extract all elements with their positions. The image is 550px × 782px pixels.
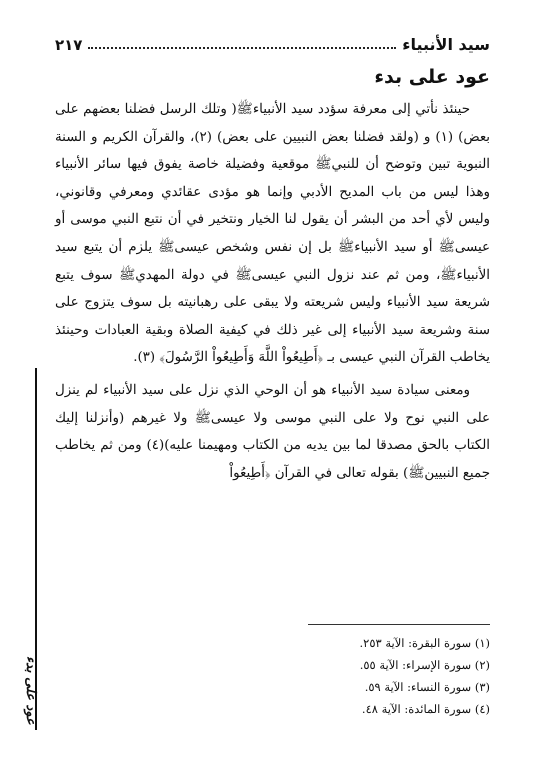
footnote: (٢) سورة الإسراء: الآية ٥٥. [359, 658, 490, 672]
footnote-separator [308, 624, 490, 625]
paragraph: ومعنى سيادة سيد الأنبياء هو أن الوحي الذي نزل على سيد الأنبياء لم ينزل على النبي نوح ولا على النبي موسى ولا عيسىﷺ ولا غيرهم (وأنزلنا إليك الكتاب بالحق مصدقا لما بين يديه من الكتاب ومهيمنا عليه)(٤) ومن ثم يخاطب جميع النبيينﷺ) بقوله تعالى في القرآن ﴿أَطِيعُواْ [55, 382, 490, 481]
body-text [55, 96, 490, 487]
section-title: عود على بدء [374, 66, 490, 88]
paragraph: حينئذ نأتي إلى معرفة سؤدد سيد الأنبياءﷺ( وتلك الرسل فضلنا بعضهم على بعض) (١) و (ولقد فضلنا بعض النبيين على بعض) (٢)، والقرآن الكريم و السنة النبوية تبين وتوضح أن للنبيﷺ موقعية وفضيلة خاصة يفوق فيها سائر الأنبياء وهذا ليس من باب المديح الأدبي وإنما هو مؤدى عقائدي ومعرفي وقانوني، وليس لأي أحد من البشر أن يقول لنا الخيار ونتخير في أن نتبع النبي موسى أو عيسىﷺ أو سيد الأنبياءﷺ بل إن نفس وشخص عيسىﷺ يلزم أن يتبع سيد الأنبياءﷺ، ومن ثم عند نزول النبي عيسىﷺ في دولة المهديﷺ سوف يتبع شريعة سيد الأنبياء وليس شريعته ولا يبقى على رهبانيته بل سوف يتزوج على سنة وشريعة سيد الأنبياء إلى غير ذلك في كيفية الصلاة وبقية العبادات وحينئذ يخاطب القرآن النبي عيسى بـ ﴿أَطِيعُواْ اللَّهَ وَأَطِيعُواْ الرَّسُولَ﴾ (٣). [55, 102, 491, 366]
page-number: ٢١٧ [55, 36, 83, 54]
footnotes [200, 632, 490, 720]
footnote: (١) سورة البقرة: الآية ٢٥٣. [359, 636, 490, 650]
running-header [55, 30, 490, 54]
running-title: سيد الأنبياء [402, 35, 490, 54]
header-dotted-leader [88, 47, 396, 49]
footnote: (٤) سورة المائدة: الآية ٤٨. [361, 702, 490, 716]
margin-section-label: عود على بدء [23, 655, 38, 725]
footnote: (٣) سورة النساء: الآية ٥٩. [364, 680, 490, 694]
